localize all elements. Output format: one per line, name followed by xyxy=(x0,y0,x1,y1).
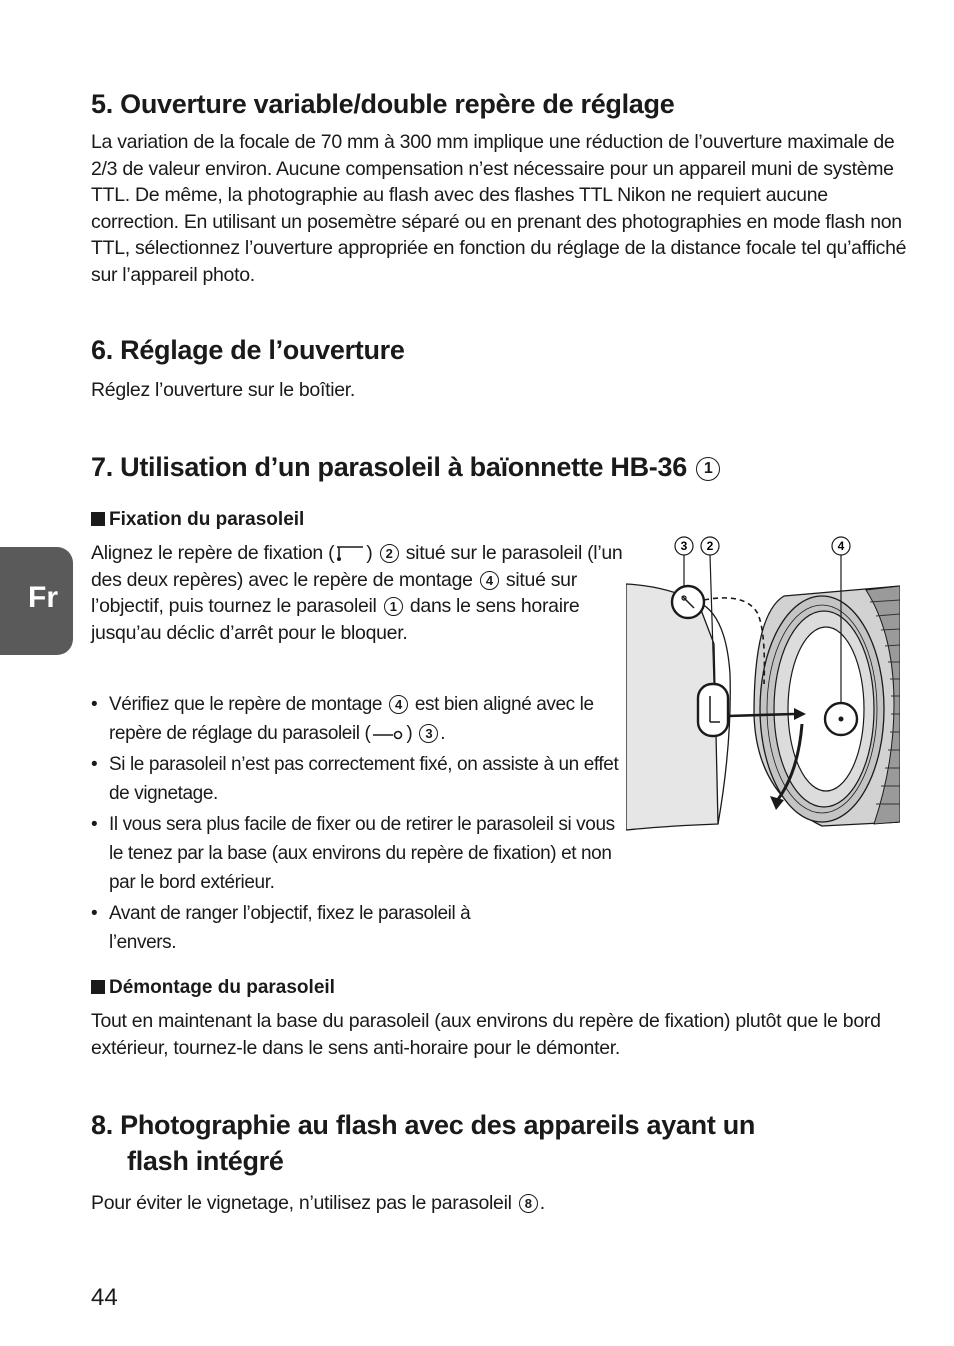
demontage-heading xyxy=(91,976,335,1000)
demontage-body: Tout en maintenant la base du parasoleil (aux environs du repère de fixation) plutôt que le bord extérieur, tournez-le dans le sens anti-horaire pour le démonter. xyxy=(91,1010,881,1059)
section-8-title xyxy=(91,1107,891,1179)
lens-hood-illustration xyxy=(626,534,900,834)
fixation-text-c: situé sur le parasoleil (l’un des deux repères) avec le repère de montage xyxy=(91,542,623,591)
square-bullet-icon xyxy=(91,512,105,526)
bullet-item: • Il vous sera plus facile de fixer ou de retirer le parasoleil si vous le tenez par la base (aux environs du repère de fixation) et non par le bord extérieur. xyxy=(91,810,626,897)
ref-number-8: 8 xyxy=(519,1194,538,1213)
figure-callout-4 xyxy=(832,537,850,555)
figure-callout-2 xyxy=(701,537,719,555)
section-8-body-text: Pour éviter le vignetage, n’utilisez pas le parasoleil xyxy=(91,1192,512,1214)
section-5-body: La variation de la focale de 70 mm à 300 mm implique une réduction de l’ouverture maximale de 2/3 de valeur environ. Aucune compensation n’est nécessaire pour un appareil muni de système TTL. De même, la photographie au flash avec des flashes TTL Nikon ne requiert aucune correction. En utilisant un posemètre séparé ou en prenant des photographies en mode flash non TTL, sélectionnez l’ouverture appropriée en fonction du réglage de la distance focale tel qu’affiché sur l’appareil photo. xyxy=(91,131,907,286)
fixation-bullet-list xyxy=(91,690,626,959)
figure-callout-3 xyxy=(675,537,693,555)
bullet-1-text-a: Vérifiez que le repère de montage xyxy=(109,694,383,715)
ref-number-1: 1 xyxy=(696,457,720,481)
bullet-1-text-d: . xyxy=(440,723,446,744)
square-bullet-icon xyxy=(91,980,105,994)
section-8-body xyxy=(91,1190,545,1217)
section-8-title-line1: 8. Photographie au flash avec des appareils ayant un xyxy=(91,1110,756,1140)
ref-number-2: 2 xyxy=(380,544,399,563)
fixation-heading-text: Fixation du parasoleil xyxy=(109,509,305,530)
fixation-text-d: situé sur l’objectif, puis tournez le parasoleil xyxy=(91,568,577,618)
fixation-text-b: ) xyxy=(366,542,373,564)
section-7-title xyxy=(91,449,722,485)
fixation-text-e: dans le sens horaire jusqu’au déclic d’arrêt pour le bloquer. xyxy=(91,595,580,644)
section-8-body-end: . xyxy=(539,1192,545,1214)
bullet-1-text-b: est bien aligné avec le repère de réglage du parasoleil ( xyxy=(109,694,594,744)
bullet-1-text-c: ) xyxy=(406,723,413,744)
page-number: 44 xyxy=(91,1284,118,1311)
fixation-heading xyxy=(91,508,304,532)
section-6-title: 6. Réglage de l’ouverture xyxy=(91,335,405,365)
attachment-mark-icon xyxy=(335,544,365,562)
language-tab xyxy=(0,547,73,655)
ref-number-3: 3 xyxy=(419,724,438,743)
fixation-text-a: Alignez le repère de fixation ( xyxy=(91,542,335,564)
section-7-title-text: 7. Utilisation d’un parasoleil à baïonnette HB-36 xyxy=(91,452,687,482)
section-6-body: Réglez l’ouverture sur le boîtier. xyxy=(91,379,356,401)
hood-attachment-mark xyxy=(698,684,728,736)
section-5-title: 5. Ouverture variable/double repère de réglage xyxy=(91,89,675,119)
figure-label-2: 2 xyxy=(706,539,714,553)
ref-number-1b: 1 xyxy=(384,597,403,616)
ref-number-4: 4 xyxy=(480,571,499,590)
bullet-item: • Si le parasoleil n’est pas correctement fixé, on assiste à un effet de vignetage. xyxy=(91,750,626,808)
bullet-item xyxy=(91,690,626,748)
fixation-body xyxy=(91,540,631,646)
bullet-item: • Avant de ranger l’objectif, fixez le parasoleil à l’envers. xyxy=(91,899,539,957)
figure-label-3: 3 xyxy=(680,539,688,553)
setting-mark-icon xyxy=(371,728,405,742)
language-tab-label: Fr xyxy=(28,581,58,614)
ref-number-4b: 4 xyxy=(389,695,408,714)
demontage-heading-text: Démontage du parasoleil xyxy=(109,977,335,998)
section-8-title-line2: flash intégré xyxy=(127,1146,284,1176)
figure-label-4: 4 xyxy=(837,539,845,553)
